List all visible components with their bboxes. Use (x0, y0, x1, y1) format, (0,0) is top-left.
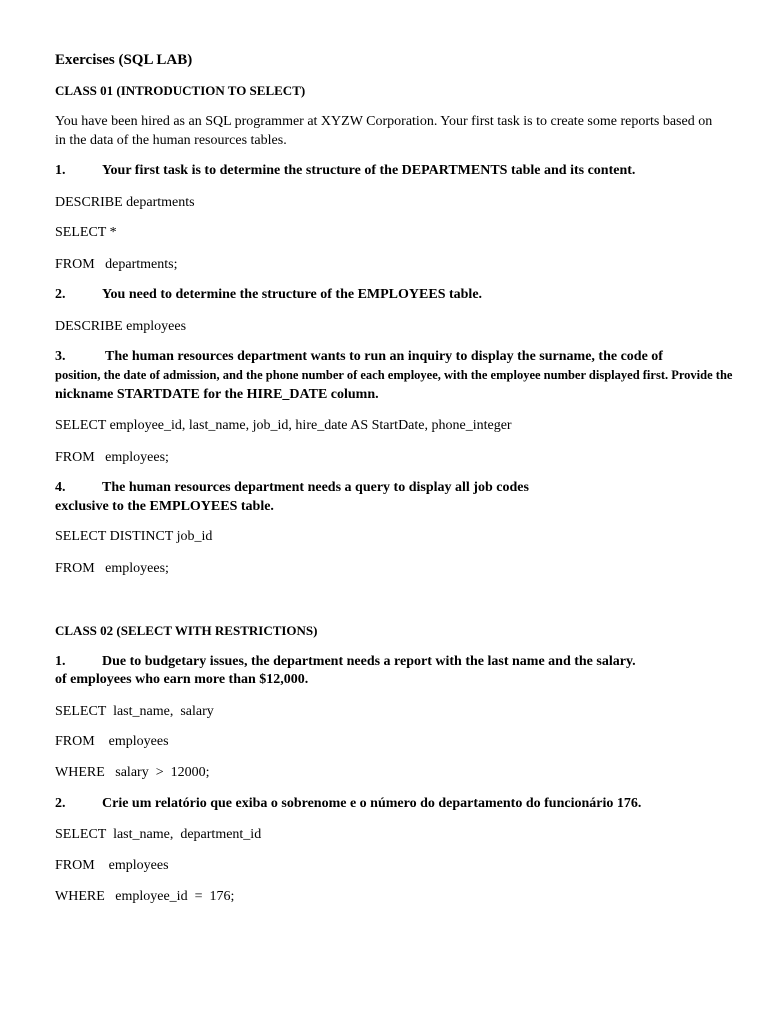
class02-q2-number: 2. (55, 796, 66, 811)
class01-q4 (55, 481, 529, 495)
class01-q2-code-1: DESCRIBE employees (55, 319, 187, 334)
class01-q1-text: Your first task is to determine the structure of the DEPARTMENTS table and its content. (102, 163, 636, 178)
class01-q2-number: 2. (55, 287, 66, 302)
class02-q1-text-2: of employees who earn more than $12,000. (55, 672, 309, 687)
class01-q1-code-2: SELECT * (55, 225, 117, 240)
class01-q1-code-3: FROM departments; (55, 257, 178, 272)
class02-q2-code-3: WHERE employee_id = 176; (55, 889, 235, 904)
class01-q3 (55, 350, 663, 364)
document-title: Exercises (SQL LAB) (55, 52, 193, 68)
class01-intro-line-2: in the data of the human resources tables. (55, 133, 287, 148)
class01-q2-text: You need to determine the structure of the EMPLOYEES table. (102, 287, 483, 302)
class01-q4-text-2: exclusive to the EMPLOYEES table. (55, 499, 274, 514)
class01-intro-line-1: You have been hired as an SQL programmer at XYZW Corporation. Your first task is to create some reports based on (55, 114, 713, 129)
class01-q2 (55, 288, 482, 302)
class01-q4-number: 4. (55, 480, 66, 495)
class01-heading: CLASS 01 (INTRODUCTION TO SELECT) (55, 83, 306, 98)
class01-q1-code-1: DESCRIBE departments (55, 195, 195, 210)
class02-q1-code-1: SELECT last_name, salary (55, 704, 214, 719)
class01-q3-number: 3. (55, 349, 66, 364)
class01-q3-text-1: The human resources department wants to run an inquiry to display the surname, the code of (105, 349, 663, 364)
class01-q1 (55, 164, 635, 178)
class01-q3-code-2: FROM employees; (55, 450, 169, 465)
class02-q2-text: Crie um relatório que exiba o sobrenome e o número do departamento do funcionário 176. (102, 796, 642, 811)
class02-q2 (55, 797, 641, 811)
class02-q2-code-1: SELECT last_name, department_id (55, 827, 262, 842)
class02-q1 (55, 655, 636, 669)
class02-q1-code-3: WHERE salary > 12000; (55, 765, 210, 780)
class02-heading: CLASS 02 (SELECT WITH RESTRICTIONS) (55, 623, 318, 638)
class01-q1-number: 1. (55, 163, 66, 178)
class01-q4-text-1: The human resources department needs a query to display all job codes (102, 480, 529, 495)
class01-q3-code-1: SELECT employee_id, last_name, job_id, hire_date AS StartDate, phone_integer (55, 418, 512, 433)
class02-q1-code-2: FROM employees (55, 734, 169, 749)
class01-q4-code-1: SELECT DISTINCT job_id (55, 529, 213, 544)
class01-q3-text-2: position, the date of admission, and the phone number of each employee, with the employee number displayed first. Provide the (55, 368, 733, 382)
class01-q3-text-3: nickname STARTDATE for the HIRE_DATE column. (55, 387, 379, 402)
class02-q2-code-2: FROM employees (55, 858, 169, 873)
class02-q1-number: 1. (55, 654, 66, 669)
class02-q1-text-1: Due to budgetary issues, the department needs a report with the last name and the salary. (102, 654, 636, 669)
class01-q4-code-2: FROM employees; (55, 561, 169, 576)
